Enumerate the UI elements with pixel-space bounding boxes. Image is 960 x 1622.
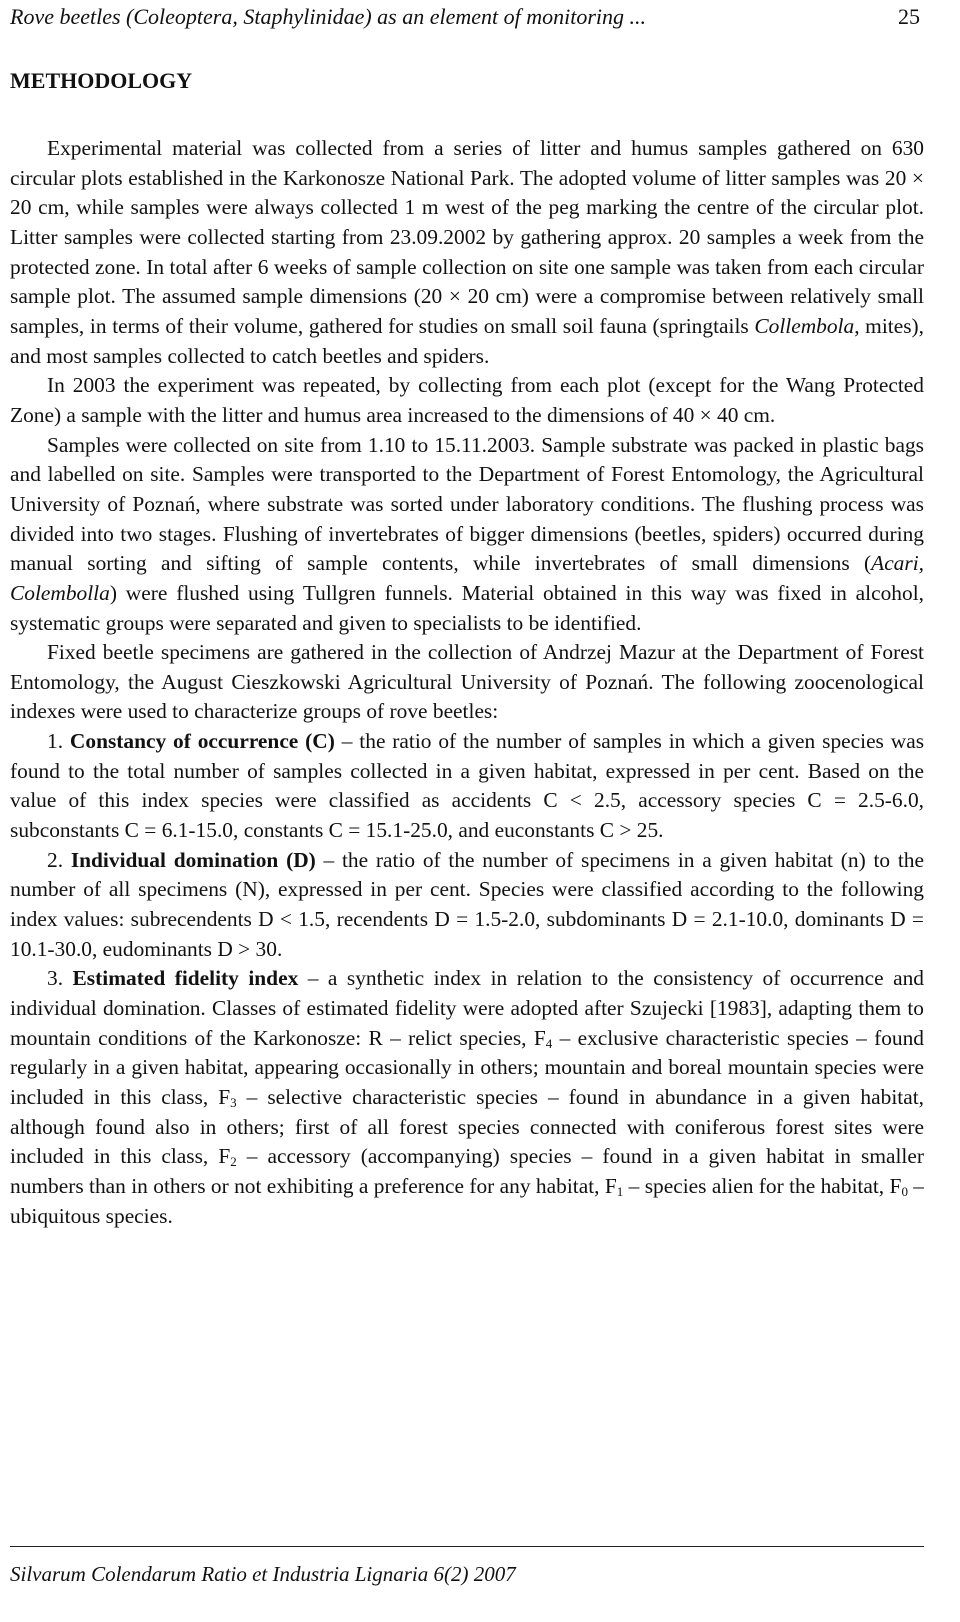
- index-definition: – selective characteristic species – found in abundance in a given habitat, although found also in others; first of all forest species connected with coniferous forest sites were included in this class, F: [10, 1085, 924, 1169]
- paragraph-1: [10, 134, 924, 371]
- index-definition: – species alien for the habitat, F: [623, 1173, 902, 1198]
- index-definition: – ubiquitous species.: [10, 1173, 925, 1228]
- page-number: 25: [898, 4, 920, 29]
- index-item-fidelity: [10, 964, 924, 1231]
- subscript: 0: [901, 1183, 908, 1199]
- subscript: 4: [545, 1035, 553, 1051]
- list-number: 2.: [47, 847, 71, 872]
- index-item-domination: [10, 846, 924, 965]
- running-header-title: Rove beetles (Coleoptera, Staphylinidae) as an element of monitoring ...: [10, 4, 647, 29]
- paragraph-text: Samples were collected on site from 1.10 to 15.11.2003. Sample substrate was packed in plastic bags and labelled on site. Samples were transported to the Department of Forest Entomology, the Agricultural University of Poznań, where substrate was sorted under laboratory conditions. The flushing process was divided into two stages. Flushing of invertebrates of bigger dimensions (beetles, spiders) occurred during manual sorting and sifting of sample contents, while invertebrates of small dimensions (: [10, 432, 924, 576]
- subscript: 3: [230, 1095, 237, 1110]
- index-definition: – accessory (accompanying) species – found in a given habitat in smaller numbers than in others or not exhibiting a preference for any habitat, F: [10, 1144, 924, 1198]
- body-text: [10, 134, 924, 1231]
- paragraph-3: [10, 431, 924, 639]
- italic-term: Acari, Colembolla: [10, 551, 924, 605]
- section-heading-methodology: METHODOLOGY: [10, 68, 193, 93]
- index-term: Individual domination (D): [70, 847, 316, 872]
- paragraph-2: In 2003 the experiment was repeated, by collecting from each plot (except for the Wang Protected Zone) a sample with the litter and humus area increased to the dimensions of 40 × 40 cm.: [10, 373, 924, 427]
- subscript: 2: [230, 1154, 237, 1170]
- paragraph-text: , mites), and most samples collected to catch beetles and spiders.: [10, 313, 924, 368]
- running-header: [10, 2, 924, 32]
- subscript: 1: [616, 1183, 624, 1199]
- index-term: Estimated fidelity index: [72, 966, 299, 991]
- index-term: Constancy of occurrence (C): [69, 729, 335, 754]
- paragraph-text: ) were flushed using Tullgren funnels. Material obtained in this way was fixed in alcohol, systematic groups were separated and given to specialists to be identified.: [10, 580, 924, 635]
- running-footer-journal: Silvarum Colendarum Ratio et Industria Lignaria 6(2) 2007: [10, 1562, 516, 1586]
- footer-divider: [10, 1546, 924, 1547]
- paragraph-text: Experimental material was collected from a series of litter and humus samples gathered on 630 circular plots established in the Karkonosze National Park. The adopted volume of litter samples was 20 × 20 cm, while samples were always collected 1 m west of the peg marking the centre of the circular plot. Litter samples were collected starting from 23.09.2002 by gathering approx. 20 samples a week from the protected zone. In total after 6 weeks of sample collection on site one sample was taken from each circular sample plot. The assumed sample dimensions (20 × 20 cm) were a compromise between relatively small samples, in terms of their volume, gathered for studies on small soil fauna (springtails: [10, 136, 924, 338]
- index-definition: – a synthetic index in relation to the consistency of occurrence and individual domination. Classes of estimated fidelity were adopted after Szujecki [1983], adapting them to mountain conditions of the Karkonosze: R – relict species, F: [10, 966, 924, 1050]
- index-definition: – the ratio of the number of samples in which a given species was found to the total number of samples collected in a given habitat, expressed in per cent. Based on the value of this index species were classified as accidents C < 2.5, accessory species C = 2.5-6.0, subconstants C = 6.1-15.0, constants C = 15.1-25.0, and euconstants C > 25.: [10, 729, 925, 843]
- paragraph-4: Fixed beetle specimens are gathered in the collection of Andrzej Mazur at the Department of Forest Entomology, the August Cieszkowski Agricultural University of Poznań. The following zoocenological indexes were used to characterize groups of rove beetles:: [10, 640, 924, 724]
- list-number: 1.: [47, 729, 70, 754]
- index-definition: – the ratio of the number of specimens in a given habitat (n) to the number of all specimens (N), expressed in per cent. Species were classified according to the following index values: subrecendents D < 1.5, recendents D = 1.5-2.0, subdominants D = 2.1-10.0, dominants D = 10.1-30.0, eudominants D > 30.: [10, 847, 924, 961]
- index-item-constancy: [10, 727, 924, 846]
- list-number: 3.: [47, 966, 73, 991]
- italic-term: Collembola: [754, 313, 855, 338]
- document-page: [10, 0, 924, 1622]
- index-definition: – exclusive characteristic species – found regularly in a given habitat, appearing occasionally in others; mountain and boreal mountain species were included in this class, F: [10, 1025, 924, 1109]
